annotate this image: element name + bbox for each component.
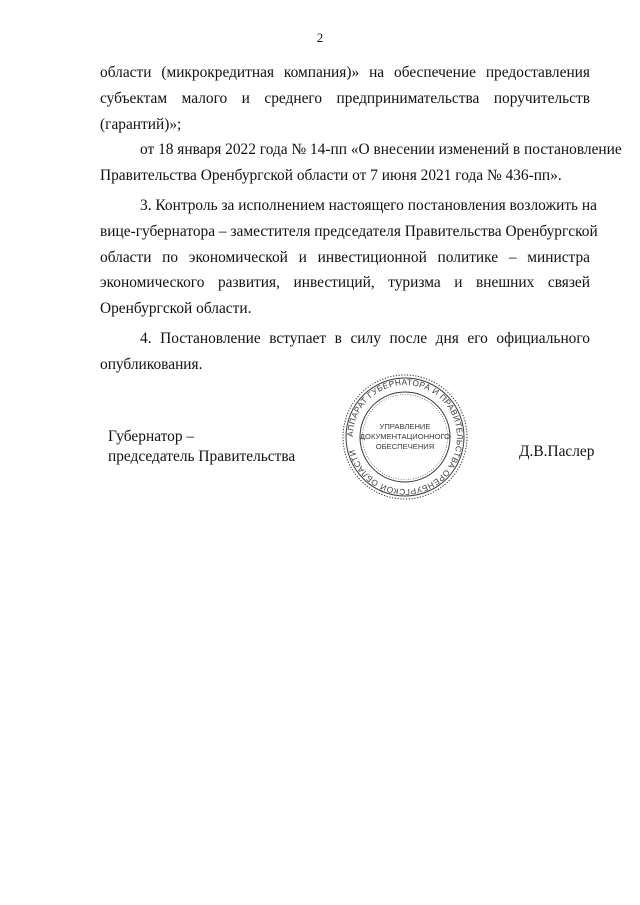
signatory-position-line-2: председатель Правительства: [108, 448, 296, 465]
paragraph-4: [100, 326, 590, 378]
seal-center-line-3: ОБЕСПЕЧЕНИЯ: [375, 442, 435, 451]
paragraph-2-line-1: от 18 января 2022 года № 14-пп «О внесении изменений в постановление: [140, 141, 622, 159]
paragraph-1: [100, 60, 590, 137]
page-number: 2: [316, 30, 324, 45]
paragraph-3-line-3: области по экономической и инвестиционной политике – министра: [100, 248, 590, 266]
paragraph-1-line-2: субъектам малого и среднего предпринимательства поручительств: [100, 89, 590, 107]
paragraph-3-line-2: вице-губернатора – заместителя председателя Правительства Оренбургской: [100, 222, 598, 240]
paragraph-4-line-1: 4. Постановление вступает в силу после дня его официального: [140, 329, 590, 347]
official-seal-stamp: [340, 372, 470, 502]
seal-center-line-1: УПРАВЛЕНИЕ: [379, 422, 431, 431]
paragraph-2: [100, 137, 622, 189]
paragraph-3-line-5: Оренбургской области.: [100, 300, 252, 318]
signatory-position-line-1: Губернатор –: [108, 428, 195, 445]
document-body: [100, 60, 622, 378]
signatory-name: Д.В.Паслер: [519, 443, 595, 460]
seal-center-line-2: ДОКУМЕНТАЦИОННОГО: [359, 432, 451, 441]
paragraph-3: [100, 193, 598, 322]
seal-ring-text: АППАРАТ ГУБЕРНАТОРА И ПРАВИТЕЛЬСТВА ОРЕНБУРГСКОЙ ОБЛАСТИ: [344, 376, 466, 498]
paragraph-4-line-2: опубликования.: [100, 355, 203, 373]
paragraph-2-line-2: Правительства Оренбургской области от 7 июня 2021 года № 436-пп».: [100, 167, 562, 185]
paragraph-3-line-1: 3. Контроль за исполнением настоящего постановления возложить на: [140, 196, 597, 214]
paragraph-3-line-4: экономического развития, инвестиций, туризма и внешних связей: [100, 274, 590, 292]
paragraph-1-line-1: области (микрокредитная компания)» на обеспечение предоставления: [100, 64, 590, 81]
signatory-position: [108, 427, 295, 467]
paragraph-1-line-3: (гарантий)»;: [100, 115, 182, 133]
